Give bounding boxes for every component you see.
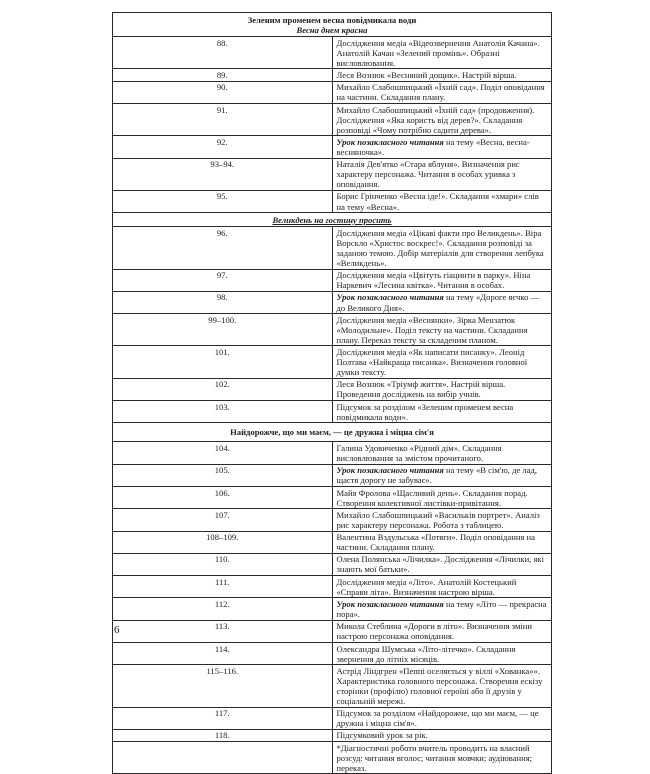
lesson-number: 104. — [113, 442, 333, 464]
lesson-content — [332, 227, 552, 269]
section-header-cell — [113, 213, 552, 227]
lesson-text: Дослідження медіа «Цвітуть гіацинти в парку». Ніна Наркевич «Лесина квітка». Читання в особах. — [336, 270, 531, 291]
lesson-number: 91. — [113, 103, 333, 135]
lesson-text: Дослідження медіа «Цікаві факти про Великдень». Віра Ворскло «Христос воскрес!». Складання розповіді за заданою темою. Добір матеріалів для створення лепбука «Великдень». — [336, 227, 544, 268]
table-row — [113, 190, 552, 212]
lesson-text: Микола Стеблина «Дороги в літо». Визначення зміни настрою персонажа оповідання. — [336, 621, 532, 642]
lesson-content — [332, 81, 552, 103]
lesson-content — [332, 509, 552, 531]
table-row — [113, 291, 552, 313]
lesson-text: Підсумок за розділом «Найдорожче, що ми маєм, — це дружна і міцна сім'я». — [336, 708, 539, 729]
lesson-content — [332, 576, 552, 598]
table-row — [113, 136, 552, 158]
table-row — [113, 346, 552, 378]
table-row — [113, 576, 552, 598]
lesson-number — [113, 742, 333, 774]
lesson-number: 114. — [113, 642, 333, 664]
lesson-text: Дослідження медіа «Як написати писанку». Леонід Полтава «Найкраща писанка». Визначення головної думки тексту. — [336, 347, 528, 378]
lesson-number: 90. — [113, 81, 333, 103]
lesson-text: на тему «В сім'ю, де лад, щастя дорогу не забуває». — [336, 465, 538, 486]
table-row — [113, 642, 552, 664]
table-row — [113, 742, 552, 774]
lesson-number: 103. — [113, 401, 333, 423]
lesson-plan-table — [112, 12, 552, 774]
table-row — [113, 442, 552, 464]
lesson-number: 88. — [113, 37, 333, 69]
table-row — [113, 378, 552, 400]
lesson-number: 93–94. — [113, 158, 333, 190]
lesson-number: 112. — [113, 598, 333, 620]
lesson-content — [332, 37, 552, 69]
lesson-number: 111. — [113, 576, 333, 598]
lesson-content — [332, 729, 552, 741]
table-row — [113, 531, 552, 553]
table-row — [113, 69, 552, 81]
lesson-text: Михайло Слабошпицький «Їхній сад». Поділ оповідання на частини. Складання плану. — [336, 82, 545, 103]
lesson-text: Борис Грінченко «Весна іде!». Складання «хмари» слів на тему «Весна». — [336, 191, 539, 212]
lesson-text: Дослідження медіа «Літо». Анатолій Костецький «Справи літа». Визначення настрою вірша. — [336, 576, 517, 597]
section-title: Найдорожче, що ми маєм, — це дружна і міцна сім'я — [230, 427, 434, 438]
lesson-content — [332, 136, 552, 158]
lesson-number: 108–109. — [113, 531, 333, 553]
lesson-number: 101. — [113, 346, 333, 378]
lesson-text: Леся Вознюк «Весняний дощик». Настрій вірша. — [336, 70, 517, 81]
lesson-text: Олександра Шумська «Літо-літечко». Складання звернення до літніх місяців. — [336, 643, 516, 664]
lesson-content — [332, 598, 552, 620]
extracurricular-reading-label: Урок позакласного читання — [336, 136, 444, 147]
lesson-content — [332, 442, 552, 464]
lesson-content — [332, 346, 552, 378]
section-header-cell — [113, 13, 552, 37]
lesson-text: Леся Вознюк «Тріумф життя». Настрій вірша. Проведення досліджень на вибір учнів. — [336, 379, 506, 400]
lesson-content — [332, 190, 552, 212]
lesson-content — [332, 401, 552, 423]
lesson-content — [332, 69, 552, 81]
section-subtitle: Весна днем красна — [296, 24, 368, 35]
table-row — [113, 486, 552, 508]
document-page — [112, 12, 552, 774]
table-row — [113, 37, 552, 69]
lesson-text: на тему «Дороге яєчко — до Великого Дня». — [336, 292, 540, 313]
table-row — [113, 729, 552, 741]
table-row — [113, 553, 552, 575]
lesson-text: Олена Полянська «Лічилка». Дослідження «Лічилки, які знають мої батьки». — [336, 554, 545, 575]
table-row — [113, 707, 552, 729]
lesson-text: Валентина Вздульська «Потяги». Поділ оповідання на частини. Складання плану. — [336, 532, 535, 553]
lesson-number: 113. — [113, 620, 333, 642]
page-number: 6 — [114, 624, 120, 636]
section-subtitle: Великдень на гостину просить — [272, 214, 392, 225]
lesson-text: Підсумковий урок за рік. — [336, 730, 428, 741]
extracurricular-reading-label: Урок позакласного читання — [336, 292, 444, 303]
lesson-text: на тему «Літо — прекрасна пора». — [336, 598, 547, 620]
lesson-content — [332, 291, 552, 313]
section-header-cell — [113, 423, 552, 442]
lesson-content — [332, 158, 552, 190]
lesson-number: 96. — [113, 227, 333, 269]
lesson-content — [332, 464, 552, 486]
lesson-number: 98. — [113, 291, 333, 313]
lesson-number: 97. — [113, 269, 333, 291]
table-row — [113, 314, 552, 346]
lesson-content — [332, 531, 552, 553]
lesson-number: 115–116. — [113, 665, 333, 707]
table-row — [113, 620, 552, 642]
lesson-text: Михайло Слабошпицький «Васильків портрет». Аналіз рис характеру персонажа. Робота з таблицею. — [336, 509, 540, 530]
lesson-content — [332, 553, 552, 575]
lesson-text: Підсумок за розділом «Зеленим променем весна повідмикала води». — [336, 401, 514, 422]
table-row — [113, 464, 552, 486]
lesson-text: Майя Фролова «Щасливий день». Складання порад. Створення колективної листівки-привітання. — [336, 487, 528, 508]
lesson-number: 107. — [113, 509, 333, 531]
lesson-text: на тему «Весна, весна-весняночка». — [336, 136, 530, 157]
lesson-content — [332, 665, 552, 707]
lesson-number: 105. — [113, 464, 333, 486]
lesson-plan-body — [113, 13, 552, 774]
lesson-content — [332, 642, 552, 664]
table-row — [113, 227, 552, 269]
lesson-text: Астрід Ліндгрен «Пеппі оселяється у віллі «Хованка»». Характеристика головного персонажа. Створення ескізу сторінки (профілю) головної героїні або її друзів у соціальній мережі. — [336, 665, 543, 706]
lesson-content — [332, 620, 552, 642]
table-row — [113, 103, 552, 135]
lesson-content — [332, 378, 552, 400]
lesson-number: 117. — [113, 707, 333, 729]
lesson-content — [332, 269, 552, 291]
section-header — [113, 423, 552, 442]
section-header — [113, 213, 552, 227]
lesson-text: Дослідження медіа «Відеозвернення Анатолія Качана». Анатолій Качан «Зелений промінь». Образні висловлювання. — [336, 37, 540, 68]
table-row — [113, 269, 552, 291]
lesson-text: Дослідження медіа «Веснянки». Зірка Мензатюк «Молодильне». Поділ тексту на частини. Складання плану. Переказ тексту за складеним планом. — [336, 314, 528, 345]
extracurricular-reading-label: Урок позакласного читання — [336, 598, 444, 609]
table-row — [113, 401, 552, 423]
section-title: Зеленим променем весна повідмикала води — [247, 14, 417, 25]
table-row — [113, 598, 552, 620]
lesson-content — [332, 707, 552, 729]
lesson-number: 95. — [113, 190, 333, 212]
lesson-text: Галина Удовиченко «Рідний дім». Складання висловлювання за змістом прочитаного. — [336, 443, 502, 464]
lesson-number: 92. — [113, 136, 333, 158]
table-row — [113, 158, 552, 190]
lesson-number: 118. — [113, 729, 333, 741]
lesson-content — [332, 486, 552, 508]
lesson-content — [332, 742, 552, 774]
lesson-text: Наталія Дев'ятко «Стара яблуня». Визначення рис характеру персонажа. Читання в особах уривка з оповідання. — [336, 159, 520, 190]
lesson-number: 89. — [113, 69, 333, 81]
lesson-number: 102. — [113, 378, 333, 400]
table-row — [113, 81, 552, 103]
table-row — [113, 665, 552, 707]
lesson-content — [332, 314, 552, 346]
extracurricular-reading-label: Урок позакласного читання — [336, 465, 444, 476]
lesson-text: *Діагностичні роботи вчитель проводить на власний розсуд: читання вголос; читання мовчки; аудіювання; переказ. — [336, 742, 533, 773]
section-header — [113, 13, 552, 37]
lesson-number: 99–100. — [113, 314, 333, 346]
lesson-number: 110. — [113, 553, 333, 575]
lesson-content — [332, 103, 552, 135]
table-row — [113, 509, 552, 531]
lesson-number: 106. — [113, 486, 333, 508]
lesson-text: Михайло Слабошпицький «Їхній сад» (продовження). Дослідження «Яка користь від дерев?». Складання розповіді «Чому потрібно садити дерева». — [336, 104, 535, 135]
